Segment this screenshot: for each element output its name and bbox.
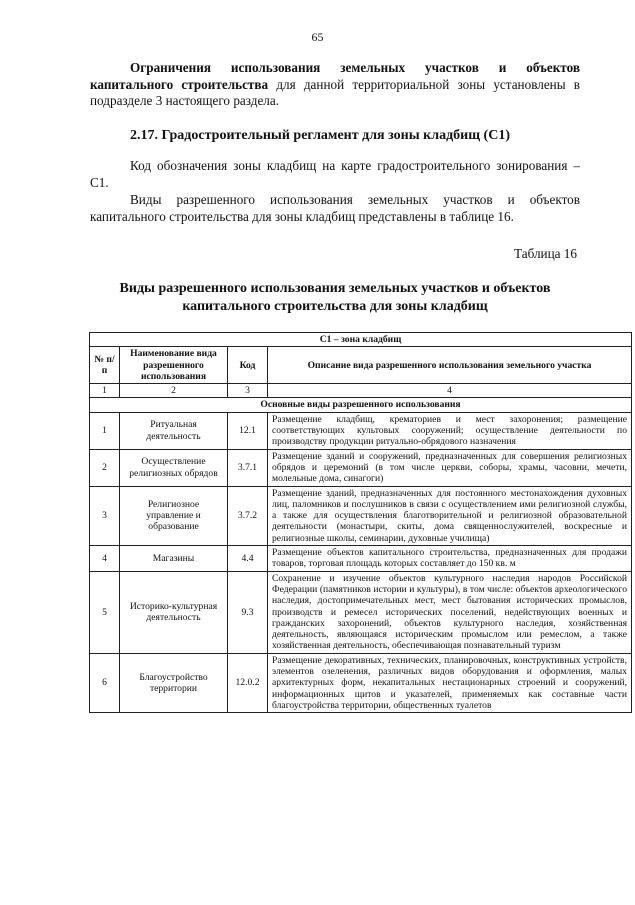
row-desc: Размещение зданий и сооружений, предназначенных для совершения религиозных обрядов и церемоний (в том числе церкви, соборы, храмы, часовни, мечети, молельные дома, синагоги) [268,449,632,486]
row-desc: Размещение декоративных, технических, планировочных, конструктивных устройств, элементов озеленения, различных видов оборудования и оформления, малых архитектурных форм, некапитальных нестационарных строений и сооружений, информационных щитов и указателей, применяемых как составные части благоустройства территории, общественных туалетов [268,653,632,712]
row-desc: Размещение объектов капитального строительства, предназначенных для продажи товаров, торговая площадь которых составляет до 150 кв. м [268,546,632,572]
header-code: Код [228,347,268,384]
column-number: 1 [90,384,120,398]
row-name: Магазины [120,546,228,572]
row-code: 12.1 [228,412,268,449]
table-reference-paragraph: Виды разрешенного использования земельных участков и объектов капитального строительства для зоны кладбищ представлены в таблице 16. [90,192,580,224]
column-number: 3 [228,384,268,398]
table-caption: Таблица 16 [514,246,577,261]
row-num: 3 [90,486,120,545]
row-name: Религиозное управление и образование [120,486,228,545]
row-code: 9.3 [228,571,268,653]
row-name: Осуществление религиозных обрядов [120,449,228,486]
table-row [90,449,632,486]
header-desc: Описание вида разрешенного использования земельного участка [268,347,632,384]
table-row [90,486,632,545]
column-number: 2 [120,384,228,398]
column-header-row [90,347,632,384]
table-row [90,546,632,572]
row-name: Благоустройство территории [120,653,228,712]
row-num: 2 [90,449,120,486]
zone-header-row [90,333,632,347]
row-num: 5 [90,571,120,653]
column-numbers-row [90,384,632,398]
row-desc: Размещение кладбищ, крематориев и мест захоронения; размещение соответствующих культовых сооружений; осуществление деятельности по производству продукции ритуально-обрядового назначения [268,412,632,449]
row-num: 6 [90,653,120,712]
row-name: Ритуальная деятельность [120,412,228,449]
row-name: Историко-культурная деятельность [120,571,228,653]
header-num: № п/п [90,347,120,384]
row-code: 3.7.2 [228,486,268,545]
row-code: 12.0.2 [228,653,268,712]
page-number: 65 [311,30,324,44]
zone-label: С1 – зона кладбищ [90,333,632,347]
header-name: Наименование вида разрешенного использования [120,347,228,384]
row-code: 4.4 [228,546,268,572]
table-row [90,412,632,449]
table-row [90,571,632,653]
table-title-line-2: капитального строительства для зоны кладбищ [182,299,488,314]
row-desc: Размещение зданий, предназначенных для постоянного местонахождения духовных лиц, паломников и послушников в связи с осуществлением ими религиозной службы, а также для осуществления благотворительной и религиозной образовательной деятельности (монастыри, скиты, дома священнослужителей, воскресные и религиозные школы, семинарии, духовные училища) [268,486,632,545]
row-num: 4 [90,546,120,572]
table-title-line-1: Виды разрешенного использования земельных участков и объектов [119,281,551,296]
section-heading: 2.17. Градостроительный регламент для зоны кладбищ (С1) [130,128,510,143]
row-num: 1 [90,412,120,449]
restrictions-paragraph [90,60,580,110]
table-row [90,653,632,712]
column-number: 4 [268,384,632,398]
row-desc: Сохранение и изучение объектов культурного наследия народов Российской Федерации (памятников истории и культуры), в том числе: объектов археологического наследия, достопримечательных мест, мест бытования исторических промыслов, производств и ремесел исторических поселений, недействующих военных и гражданских захоронений, объектов культурного наследия, хозяйственная деятельность, являющаяся историческим промыслом или ремеслом, а также хозяйственная деятельность, обеспечивающая познавательный туризм [268,571,632,653]
zone-code-paragraph: Код обозначения зоны кладбищ на карте градостроительного зонирования – С1. [90,158,580,190]
restrictions-text: для данной территориальной зоны установлены в подразделе 3 настоящего раздела. [90,76,581,108]
section-label: Основные виды разрешенного использования [90,398,632,412]
section-row [90,398,632,412]
table-title [80,280,590,316]
land-use-table [89,332,632,713]
restrictions-bold-text: Ограничения использования земельных участков и объектов капитального строительства [90,60,580,92]
row-code: 3.7.1 [228,449,268,486]
